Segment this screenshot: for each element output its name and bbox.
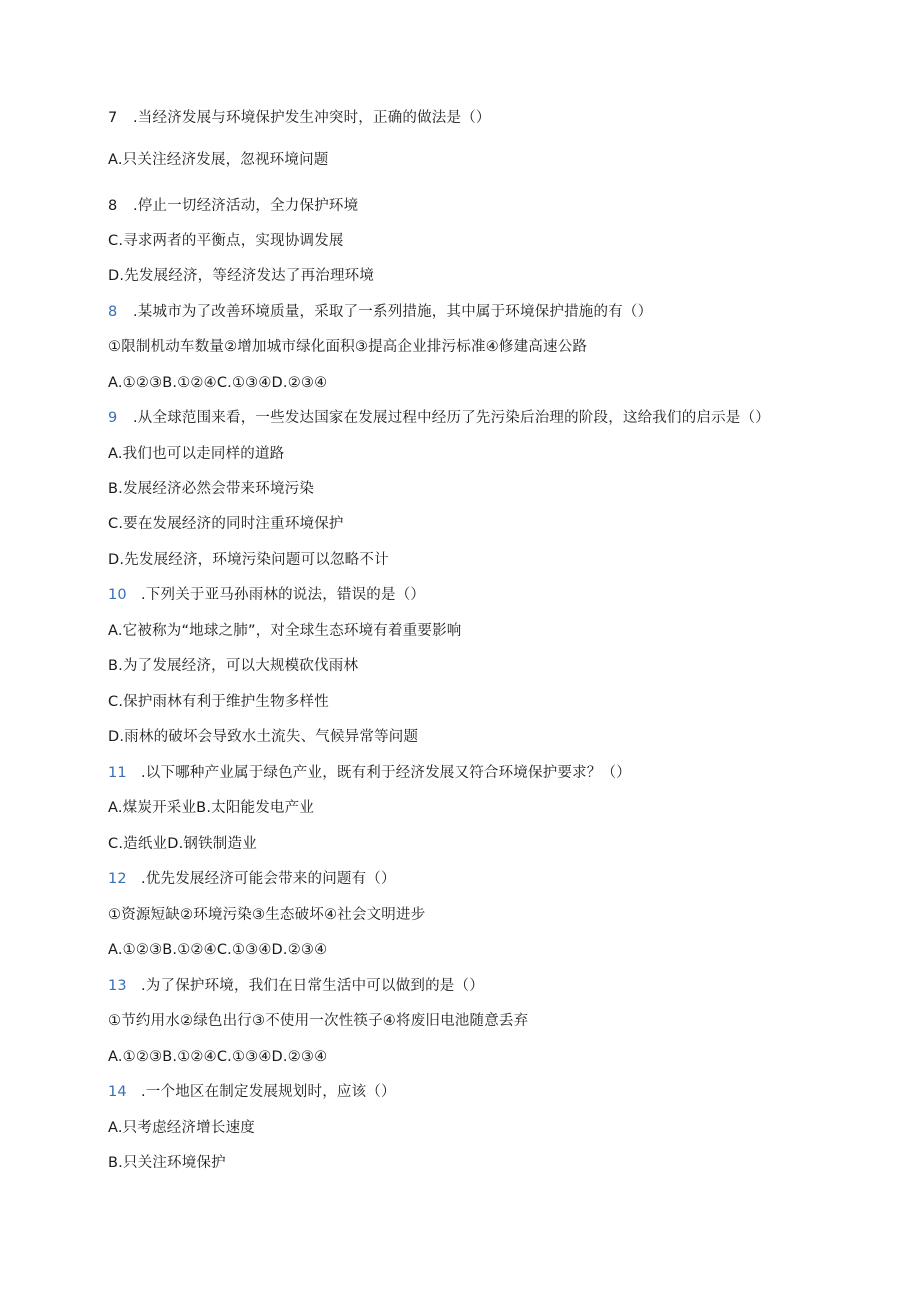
option-line: B.发展经济必然会带来环境污染 [108, 481, 315, 497]
question-text: .停止一切经济活动，全力保护环境 [133, 198, 359, 214]
question-14-stem [108, 1082, 396, 1102]
option-line: A.只关注经济发展，忽视环境问题 [108, 152, 329, 168]
question-8-stem [108, 302, 652, 322]
option-line: A.①②③B.①②④C.①③④D.②③④ [108, 942, 328, 958]
option-line: A.①②③B.①②④C.①③④D.②③④ [108, 375, 328, 391]
question-number: 8 [108, 198, 118, 214]
option-line: A.它被称为“地球之肺”，对全球生态环境有着重要影响 [108, 623, 462, 639]
question-number: 7 [108, 110, 118, 126]
question-text: .从全球范围来看，一些发达国家在发展过程中经历了先污染后治理的阶段，这给我们的启示是（） [133, 410, 770, 426]
question-text: .优先发展经济可能会带来的问题有（） [141, 871, 396, 887]
question-number: 11 [108, 765, 127, 781]
option-line: A.只考虑经济增长速度 [108, 1120, 255, 1136]
question-number: 10 [108, 587, 127, 603]
question-number: 14 [108, 1084, 127, 1100]
option-line: C.造纸业D.钢铁制造业 [108, 836, 257, 852]
option-line: B.为了发展经济，可以大规模砍伐雨林 [108, 658, 359, 674]
option-line: A.①②③B.①②④C.①③④D.②③④ [108, 1049, 328, 1065]
question-number: 8 [108, 304, 118, 320]
question-13-stem [108, 976, 484, 996]
option-line: D.雨林的破坏会导致水土流失、气候异常等问题 [108, 729, 419, 745]
question-number: 13 [108, 978, 127, 994]
option-line: B.只关注环境保护 [108, 1155, 226, 1171]
option-line: C.寻求两者的平衡点，实现协调发展 [108, 233, 344, 249]
option-line: C.保护雨林有利于维护生物多样性 [108, 694, 329, 710]
option-line: A.煤炭开采业B.太阳能发电产业 [108, 800, 315, 816]
option-line: A.我们也可以走同样的道路 [108, 446, 285, 462]
question-11-stem [108, 763, 631, 783]
choice-list-line: ①节约用水②绿色出行③不使用一次性筷子④将废旧电池随意丢弃 [108, 1013, 529, 1029]
question-text: .为了保护环境，我们在日常生活中可以做到的是（） [141, 978, 484, 994]
option-line: C.要在发展经济的同时注重环境保护 [108, 516, 344, 532]
question-text: .下列关于亚马孙雨林的说法，错误的是（） [141, 587, 426, 603]
question-number: 12 [108, 871, 127, 887]
choice-list-line: ①资源短缺②环境污染③生态破坏④社会文明进步 [108, 907, 426, 923]
question-9-stem [108, 408, 770, 428]
option-line: D.先发展经济，环境污染问题可以忽略不计 [108, 552, 389, 568]
question-text: .当经济发展与环境保护发生冲突时，正确的做法是（） [133, 110, 491, 126]
question-7-stem [108, 108, 491, 128]
question-text: .一个地区在制定发展规划时，应该（） [141, 1084, 396, 1100]
question-number: 9 [108, 410, 118, 426]
question-text: .某城市为了改善环境质量，采取了一系列措施，其中属于环境保护措施的有（） [133, 304, 653, 320]
option-line: D.先发展经济，等经济发达了再治理环境 [108, 268, 375, 284]
question-8-line [108, 196, 358, 216]
question-10-stem [108, 585, 425, 605]
question-12-stem [108, 869, 396, 889]
question-text: .以下哪种产业属于绿色产业，既有利于经济发展又符合环境保护要求？（） [141, 765, 631, 781]
choice-list-line: ①限制机动车数量②增加城市绿化面积③提高企业排污标准④修建高速公路 [108, 339, 588, 355]
